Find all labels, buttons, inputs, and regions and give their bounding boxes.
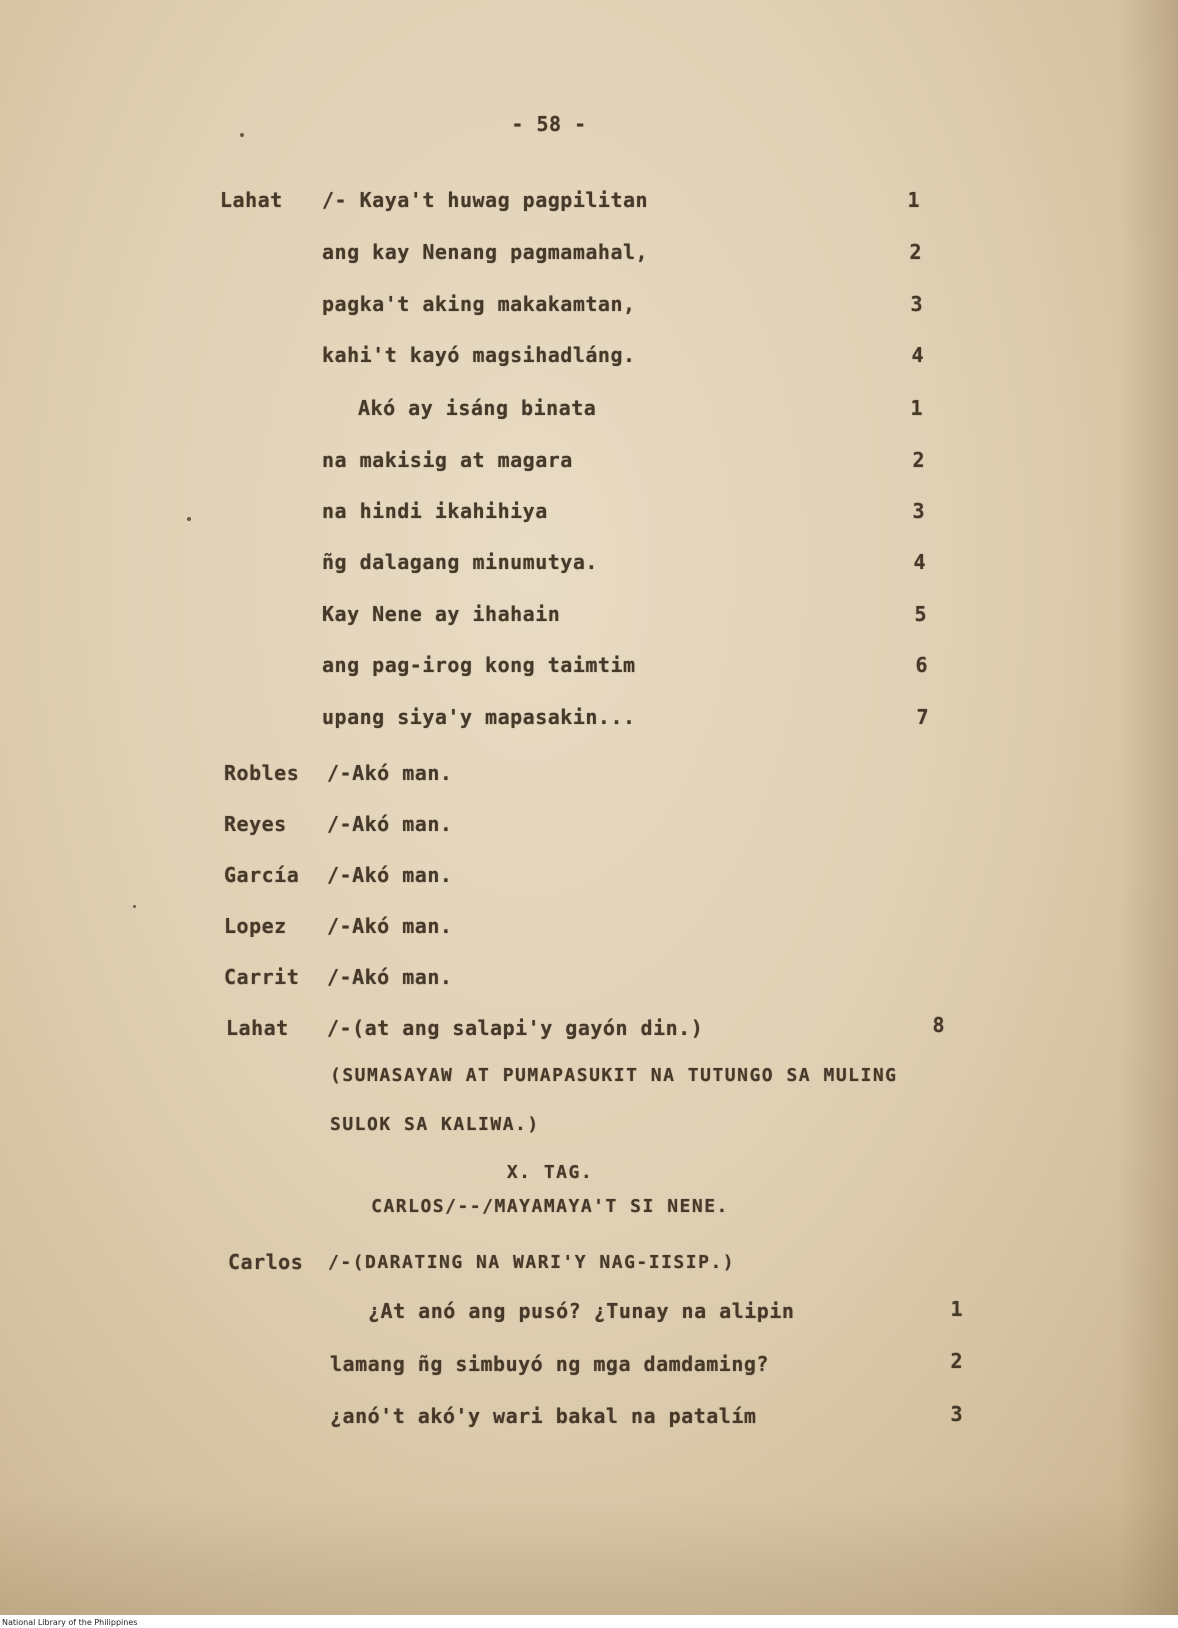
line-number: 1 <box>950 1297 963 1321</box>
ink-speck <box>133 905 136 908</box>
dialogue-line: /-Akó man. <box>327 812 453 836</box>
line-number: 3 <box>950 1402 963 1426</box>
footer-credit: National Library of the Philippines <box>2 1618 138 1627</box>
line-number: 8 <box>932 1013 945 1037</box>
line-number: 3 <box>910 292 923 316</box>
dialogue-line: /-Akó man. <box>327 863 453 887</box>
line-number: 7 <box>916 705 929 729</box>
line-number: 5 <box>914 602 927 626</box>
dialogue-line: /-(at ang salapi'y gayón din.) <box>327 1016 704 1040</box>
speaker-label: Carrit <box>224 965 300 989</box>
verse-line: ¿anó't akó'y wari bakal na patalím <box>330 1404 757 1428</box>
dialogue-line: /-Akó man. <box>327 914 453 938</box>
speaker-label: Lahat <box>220 188 283 212</box>
verse-line: ang pag-irog kong taimtim <box>322 653 636 677</box>
verse-line: Akó ay isáng binata <box>358 396 597 420</box>
line-number: 1 <box>907 188 920 212</box>
verse-line: kahi't kayó magsihadláng. <box>322 343 636 367</box>
verse-line: pagka't aking makakamtan, <box>322 292 636 316</box>
verse-line: Kay Nene ay ihahain <box>322 602 561 626</box>
verse-line: na hindi ikahihiya <box>322 499 548 523</box>
line-number: 2 <box>912 448 925 472</box>
verse-line: lamang ñg simbuyó ng mga damdaming? <box>330 1352 769 1376</box>
scene-heading: X. TAG. <box>506 1162 594 1183</box>
scene-characters: CARLOS/--/MAYAMAYA'T SI NENE. <box>371 1196 729 1217</box>
speaker-label: Lahat <box>226 1016 289 1040</box>
verse-line: /- Kaya't huwag pagpilitan <box>322 188 649 212</box>
stage-direction: SULOK SA KALIWA.) <box>330 1114 540 1135</box>
dialogue-line: /-Akó man. <box>327 965 453 989</box>
verse-line: upang siya'y mapasakin... <box>322 705 636 729</box>
verse-line: na makisig at magara <box>322 448 573 472</box>
verse-line: ñg dalagang minumutya. <box>322 550 598 574</box>
verse-line: ang kay Nenang pagmamahal, <box>322 240 649 264</box>
speaker-label: Robles <box>224 761 300 785</box>
speaker-label: Reyes <box>224 812 287 836</box>
line-number: 6 <box>915 653 928 677</box>
speaker-label: García <box>224 863 300 887</box>
line-number: 2 <box>909 240 922 264</box>
line-number: 4 <box>911 343 924 367</box>
stage-direction: /-(DARATING NA WARI'Y NAG-IISIP.) <box>328 1252 736 1273</box>
line-number: 4 <box>913 550 926 574</box>
speaker-label: Lopez <box>224 914 287 938</box>
verse-line: ¿At anó ang pusó? ¿Tunay na alipin <box>368 1299 795 1323</box>
dialogue-line: /-Akó man. <box>327 761 453 785</box>
ink-speck <box>187 517 191 521</box>
line-number: 1 <box>910 396 923 420</box>
speaker-label: Carlos <box>228 1250 304 1274</box>
line-number: 3 <box>912 499 925 523</box>
page-number: - 58 - <box>511 112 587 136</box>
line-number: 2 <box>950 1349 963 1373</box>
stage-direction: (SUMASAYAW AT PUMAPASUKIT NA TUTUNGO SA MULING <box>330 1065 898 1086</box>
